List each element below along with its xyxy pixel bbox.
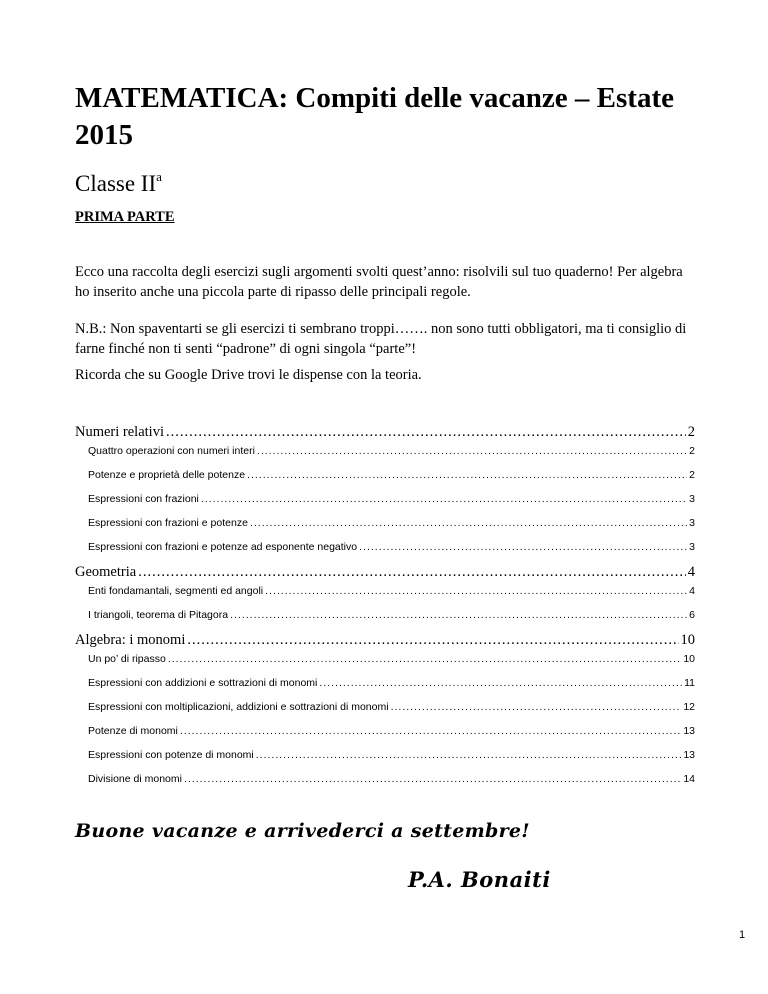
toc-entry-page: 10 bbox=[680, 632, 695, 648]
toc-entry-quattro-operazioni[interactable] bbox=[75, 445, 695, 457]
toc-entry-label: Quattro operazioni con numeri interi bbox=[88, 445, 255, 457]
toc-entry-label: Espressioni con moltiplicazioni, addizioni e sottrazioni di monomi bbox=[88, 701, 389, 713]
class-label bbox=[75, 163, 162, 198]
toc-entry-page: 14 bbox=[683, 773, 695, 785]
intro-paragraph-1: Ecco una raccolta degli esercizi sugli argomenti svolti quest’anno: risolvili sul tuo quaderno! Per algebra ho inserito anche una piccola parte di ripasso delle principali regole. bbox=[75, 264, 683, 300]
toc-entry-divisione-monomi[interactable] bbox=[75, 773, 695, 785]
toc-entry-potenze[interactable] bbox=[75, 469, 695, 481]
toc-entry-esponente-negativo[interactable] bbox=[75, 541, 695, 553]
toc-entry-label: I triangoli, teorema di Pitagora bbox=[88, 609, 229, 621]
toc-entry-page: 4 bbox=[689, 585, 695, 597]
toc-entry-label: Enti fondamantali, segmenti ed angoli bbox=[88, 585, 264, 597]
toc-entry-addizioni-sottrazioni[interactable] bbox=[75, 677, 695, 689]
page-number: 1 bbox=[739, 929, 746, 941]
class-superscript: a bbox=[156, 169, 162, 184]
toc-entry-label: Potenze e proprietà delle potenze bbox=[88, 469, 246, 481]
toc-entry-page: 3 bbox=[689, 517, 695, 529]
toc-entry-label: Numeri relativi bbox=[75, 424, 164, 440]
section-heading: PRIMA PARTE bbox=[75, 209, 175, 225]
toc-entry-page: 2 bbox=[687, 424, 695, 440]
toc-entry-label: Espressioni con frazioni e potenze bbox=[88, 517, 248, 529]
toc-entry-label: Espressioni con addizioni e sottrazioni di monomi bbox=[88, 677, 318, 689]
toc-entry-numeri-relativi[interactable] bbox=[75, 424, 695, 441]
toc-entry-page: 12 bbox=[683, 701, 695, 713]
toc-entry-label: Espressioni con frazioni e potenze ad esponente negativo bbox=[88, 541, 358, 553]
toc-entry-enti-fondamentali[interactable] bbox=[75, 585, 695, 597]
toc-entry-label: Divisione di monomi bbox=[88, 773, 182, 785]
document-title: MATEMATICA: Compiti delle vacanze – Estate 2015 bbox=[75, 82, 674, 151]
toc-entry-espressioni-potenze-monomi[interactable] bbox=[75, 749, 695, 761]
toc-entry-frazioni-potenze[interactable] bbox=[75, 517, 695, 529]
toc-entry-page: 13 bbox=[683, 725, 695, 737]
toc-entry-page: 6 bbox=[689, 609, 695, 621]
toc-entry-page: 3 bbox=[689, 541, 695, 553]
toc-entry-ripasso[interactable] bbox=[75, 653, 695, 665]
toc-entry-page: 13 bbox=[683, 749, 695, 761]
toc-entry-page: 4 bbox=[687, 564, 695, 580]
toc-entry-moltiplicazioni[interactable] bbox=[75, 701, 695, 713]
toc-entry-espressioni-frazioni[interactable] bbox=[75, 493, 695, 505]
toc-entry-label: Espressioni con potenze di monomi bbox=[88, 749, 254, 761]
toc-entry-page: 11 bbox=[684, 677, 695, 689]
farewell-message: Buone vacanze e arrivederci a settembre! bbox=[75, 820, 530, 842]
toc-entry-page: 10 bbox=[683, 653, 695, 665]
toc-entry-label: Un po’ di ripasso bbox=[88, 653, 166, 665]
toc-entry-algebra-monomi[interactable] bbox=[75, 632, 695, 649]
toc-entry-page: 3 bbox=[689, 493, 695, 505]
toc-entry-label: Geometria bbox=[75, 564, 137, 580]
toc-entry-potenze-monomi[interactable] bbox=[75, 725, 695, 737]
intro-paragraph-2: N.B.: Non spaventarti se gli esercizi ti sembrano troppi……. non sono tutti obbligatori, ma ti consiglio di farne finché non ti senti “padrone” di ogni singola “parte”! bbox=[75, 321, 687, 357]
intro-paragraph-3: Ricorda che su Google Drive trovi le dispense con la teoria. bbox=[75, 367, 422, 383]
toc-entry-triangoli[interactable] bbox=[75, 609, 695, 621]
toc-entry-label: Algebra: i monomi bbox=[75, 632, 186, 648]
class-name: Classe II bbox=[75, 171, 157, 196]
toc-entry-label: Espressioni con frazioni bbox=[88, 493, 199, 505]
toc-entry-label: Potenze di monomi bbox=[88, 725, 178, 737]
toc-entry-page: 2 bbox=[689, 445, 695, 457]
author-signature: P.A. Bonaiti bbox=[408, 867, 551, 892]
toc-entry-page: 2 bbox=[689, 469, 695, 481]
toc-entry-geometria[interactable] bbox=[75, 564, 695, 581]
